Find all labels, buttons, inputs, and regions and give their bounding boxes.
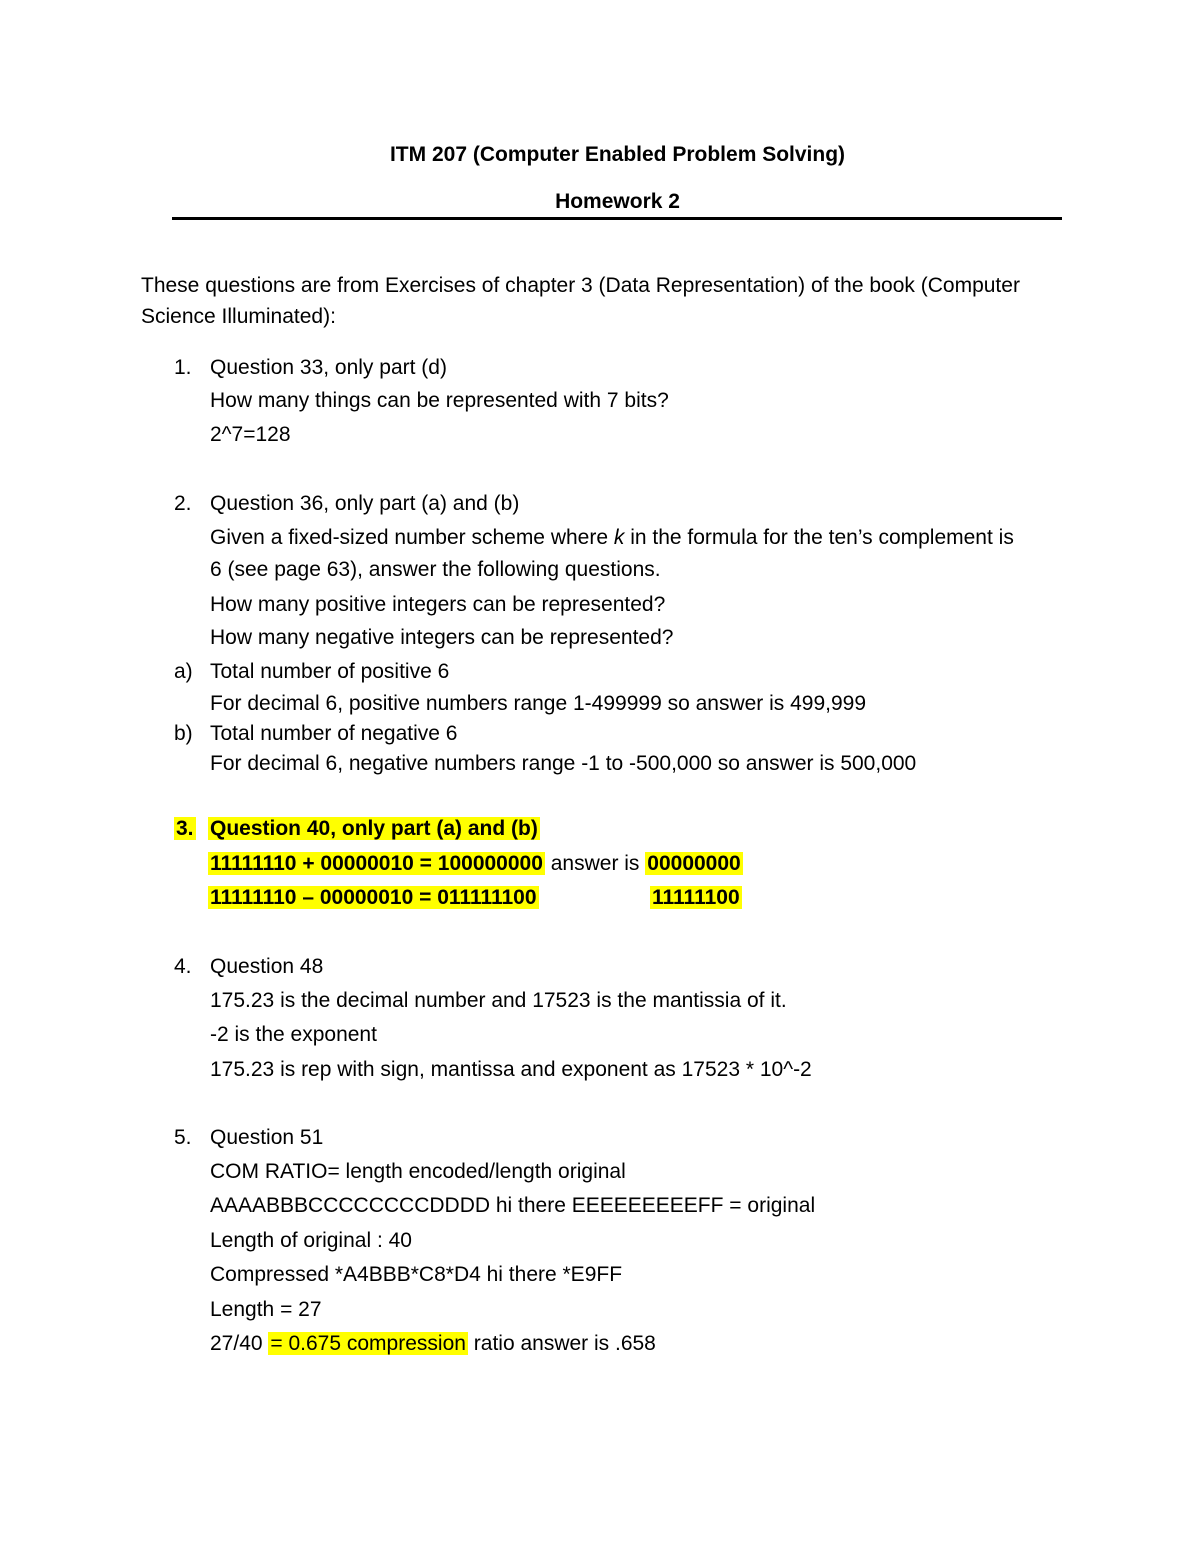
q2-text-1: [210, 525, 1014, 551]
q5-line-3: Length of original : 40: [210, 1229, 412, 1252]
q2-text-k: k: [613, 526, 625, 549]
intro-line-1: These questions are from Exercises of chapter 3 (Data Representation) of the book (Computer: [141, 274, 1020, 297]
q5-number: 5.: [174, 1126, 192, 1149]
q5-line-5: Length = 27: [210, 1298, 322, 1321]
q3-line-2-answer: 11111100: [652, 886, 740, 909]
intro-line-2: Science Illuminated):: [141, 305, 336, 328]
q2-b-label: b): [174, 722, 193, 745]
q4-line-1: 175.23 is the decimal number and 17523 is the mantissia of it.: [210, 989, 787, 1012]
q2-title: Question 36, only part (a) and (b): [210, 492, 520, 515]
q1-text: How many things can be represented with 7 bits?: [210, 389, 669, 412]
q3-line-1-expr: 11111110 + 00000010 = 100000000: [210, 852, 543, 875]
q5-line-6-b: ratio answer is .658: [467, 1332, 656, 1355]
q3-number: [174, 816, 196, 842]
q5-line-6-highlight: = 0.675 compression: [270, 1332, 466, 1355]
q2-text-3: How many positive integers can be represented?: [210, 593, 666, 616]
q2-a-title: Total number of positive 6: [210, 660, 450, 683]
q5-title: Question 51: [210, 1126, 324, 1149]
q1-title: Question 33, only part (d): [210, 356, 447, 379]
document-title: ITM 207 (Computer Enabled Problem Solving): [389, 143, 846, 166]
q3-line-2-expr-wrap: [208, 885, 539, 911]
q2-text-2: 6 (see page 63), answer the following questions.: [210, 558, 661, 581]
q3-line-1-mid: answer is: [544, 852, 646, 875]
q2-text-4: How many negative integers can be represented?: [210, 626, 674, 649]
q2-number: 2.: [174, 492, 192, 515]
title-rule: [172, 217, 1062, 220]
q3-title: [208, 816, 540, 842]
q4-title: Question 48: [210, 955, 324, 978]
q2-b-title: Total number of negative 6: [210, 722, 458, 745]
q3-line-1-answer: 00000000: [647, 852, 741, 875]
q4-line-2: -2 is the exponent: [210, 1023, 377, 1046]
q4-number: 4.: [174, 955, 192, 978]
q5-line-6-a: 27/40: [210, 1332, 269, 1355]
q5-line-2: AAAABBBCCCCCCCCDDDD hi there EEEEEEEEEFF = original: [210, 1194, 816, 1217]
q5-line-6: [210, 1331, 656, 1357]
q3-line-2-answer-wrap: [650, 885, 742, 911]
document-subtitle: Homework 2: [555, 190, 680, 213]
q4-line-3: 175.23 is rep with sign, mantissa and exponent as 17523 * 10^-2: [210, 1058, 812, 1081]
q3-title-highlight: Question 40, only part (a) and (b): [210, 817, 538, 840]
q2-text-1b: in the formula for the ten’s complement is: [624, 526, 1014, 549]
q5-line-4: Compressed *A4BBB*C8*D4 hi there *E9FF: [210, 1263, 623, 1286]
q2-b-answer: For decimal 6, negative numbers range -1 to -500,000 so answer is 500,000: [210, 752, 917, 775]
q2-a-answer: For decimal 6, positive numbers range 1-499999 so answer is 499,999: [210, 692, 867, 715]
q2-a-label: a): [174, 660, 193, 683]
q5-line-1: COM RATIO= length encoded/length original: [210, 1160, 626, 1183]
q1-number: 1.: [174, 356, 192, 379]
q2-text-1a: Given a fixed-sized number scheme where: [210, 526, 614, 549]
q1-answer: 2^7=128: [210, 423, 291, 446]
q3-number-highlight: 3.: [176, 817, 194, 840]
q3-line-1: [208, 851, 743, 877]
q3-line-2-expr: 11111110 – 00000010 = 011111100: [210, 886, 537, 909]
